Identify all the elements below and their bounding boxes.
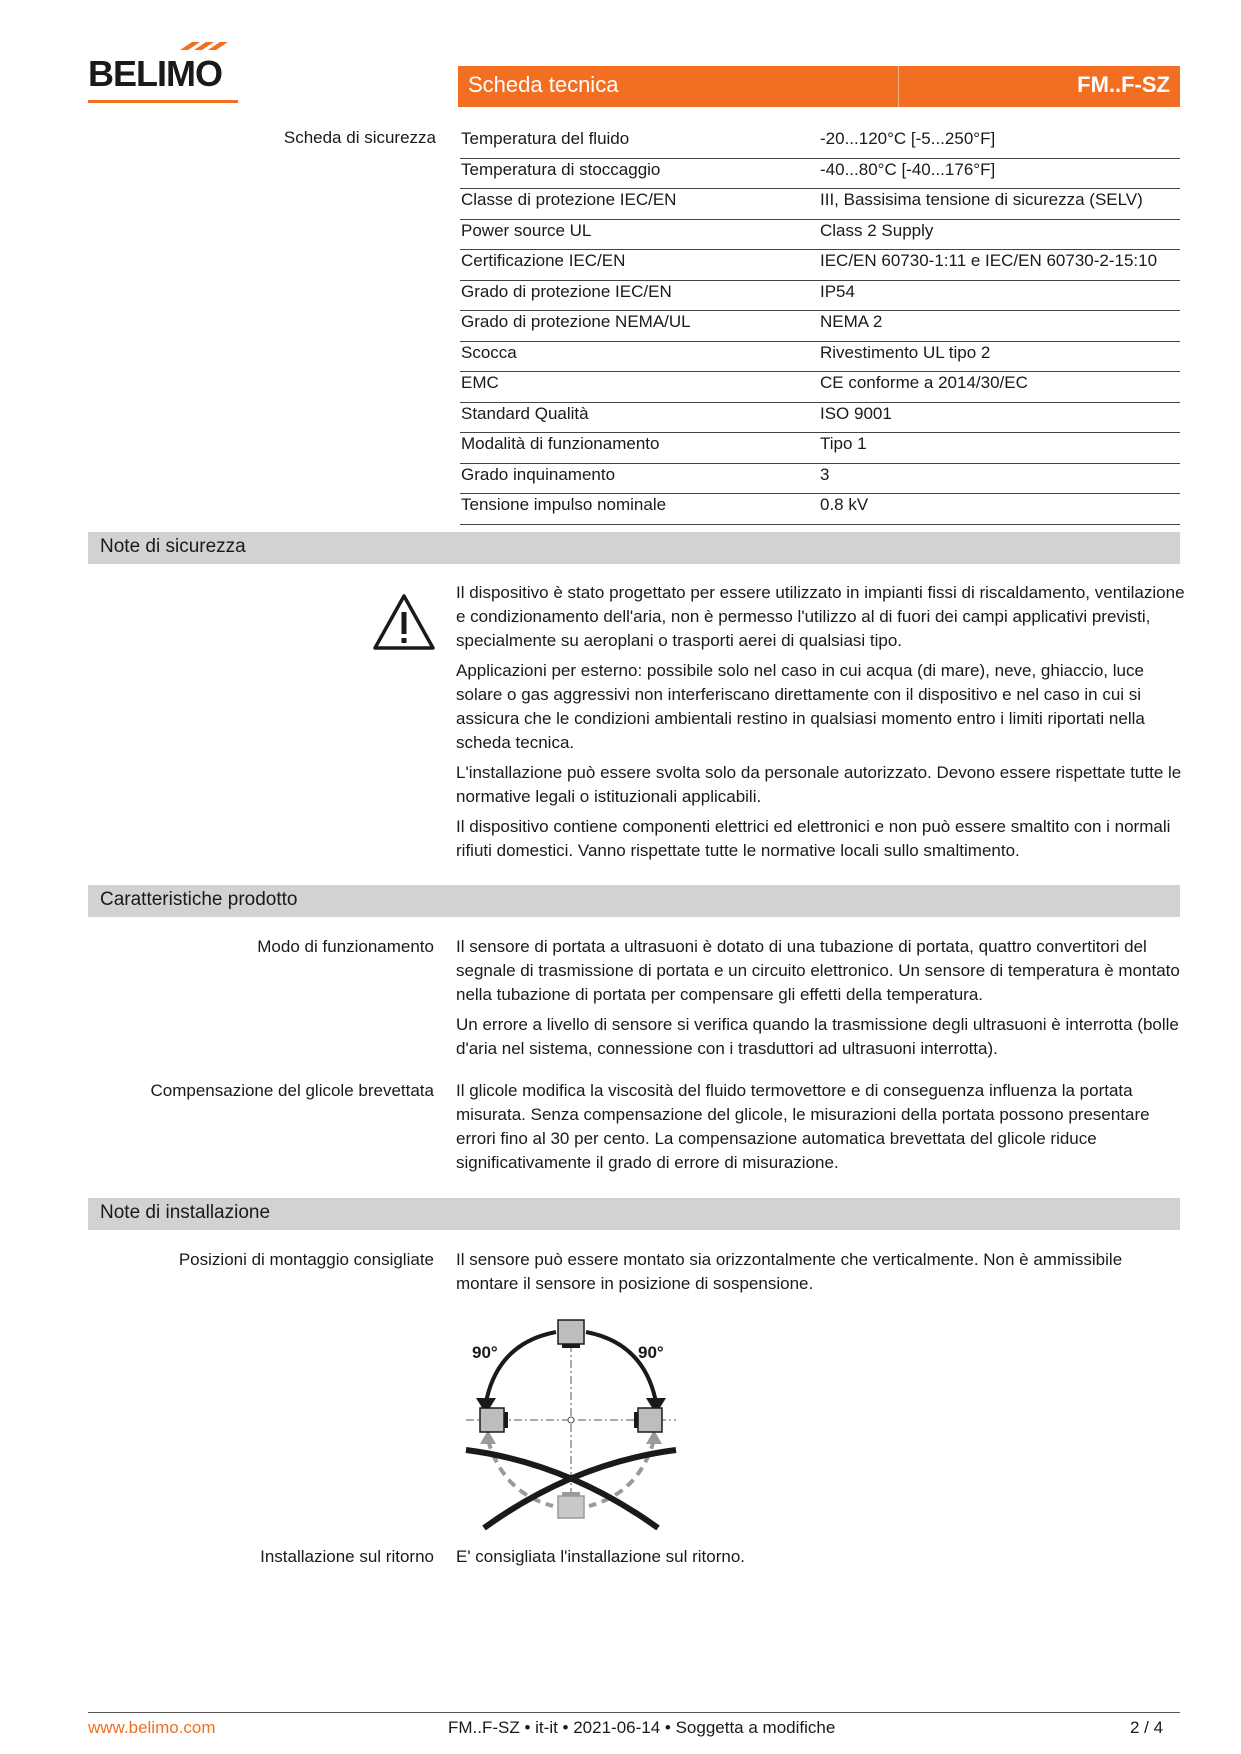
table-row: EMC CE conforme a 2014/30/EC — [460, 372, 1180, 403]
angle-label-left: 90° — [472, 1343, 498, 1362]
mode-text: Il sensore di portata a ultrasuoni è dotato di una tubazione di portata, quattro convertitori del segnale di trasmissione di portata e un circuito elettronico. Un sensore di temperatura è montato nella tubazione di portata per compensare gli effetti della temperatura. Un errore a livello di sensore si verifica quando la trasmissione degli ultrasuoni è interrotta (bolle d'aria nel sistema, connessione con i trasduttori ad ultrasuoni interrotta). — [456, 937, 1180, 1058]
mode-label: Modo di funzionamento — [257, 937, 434, 956]
section-header-product: Caratteristiche prodotto — [88, 885, 1180, 917]
angle-label-right: 90° — [638, 1343, 664, 1362]
mounting-positions-diagram — [458, 1318, 684, 1540]
document-title: Scheda tecnica — [468, 72, 619, 97]
table-row: Power source UL Class 2 Supply — [460, 220, 1180, 251]
section-header-install: Note di installazione — [88, 1198, 1180, 1230]
table-row: Grado inquinamento 3 — [460, 464, 1180, 495]
table-row: Tensione impulso nominale 0.8 kV — [460, 494, 1180, 525]
return-text: E' consigliata l'installazione sul ritorno. — [456, 1547, 746, 1566]
header-bar — [458, 66, 1180, 107]
table-row: Grado di protezione IEC/EN IP54 — [460, 281, 1180, 312]
belimo-logo — [88, 40, 248, 110]
page-number: 2 / 4 — [1130, 1718, 1164, 1737]
warning-icon — [372, 593, 436, 651]
table-row: Certificazione IEC/EN IEC/EN 60730-1:11 e IEC/EN 60730-2-15:10 — [460, 250, 1180, 281]
table-row: Temperatura di stoccaggio -40...80°C [-40...176°F] — [460, 159, 1180, 190]
safety-notes-text: Il dispositivo è stato progettato per essere utilizzato in impianti fissi di riscaldamento, ventilazione e condizionamento dell'aria, non è permesso l'utilizzo al di fuori dei campi applicativi previsti, specialmente su aeroplani o trasporti aerei di qualsiasi tipo. Applicazioni per esterno: possibile solo nel caso in cui acqua (di mare), neve, ghiaccio, luce solare o gas aggressivi non interferiscano direttamente con il dispositivo e nel caso in cui si assicura che le condizioni ambientali restino in qualsiasi momento entro i limiti riportati nella scheda tecnica. L'installazione può essere svolta solo da personale autorizzato. Devono essere rispettate tutte le normative legali o istituzionali applicabili. Il dispositivo contiene componenti elettrici ed elettronici e non può essere smaltito con i normali rifiuti domestici. Vanno rispettate tutte le normative locali sullo smaltimento. — [456, 583, 1185, 860]
footer-document-info: FM..F-SZ • it-it • 2021-06-14 • Soggetta a modifiche — [448, 1718, 836, 1737]
mount-text: Il sensore può essere montato sia orizzontalmente che verticalmente. Non è ammissibile montare il sensore in posizione di sospensione. — [456, 1250, 1123, 1293]
footer-divider — [88, 1712, 1180, 1713]
mount-label: Posizioni di montaggio consigliate — [178, 1250, 434, 1269]
return-label: Installazione sul ritorno — [260, 1547, 434, 1566]
svg-text:BELIMO: BELIMO — [88, 53, 222, 94]
table-row: Standard Qualità ISO 9001 — [460, 403, 1180, 434]
table-row: Modalità di funzionamento Tipo 1 — [460, 433, 1180, 464]
section-header-safety: Note di sicurezza — [88, 532, 1180, 564]
glycol-label: Compensazione del glicole brevettata — [150, 1081, 434, 1100]
table-row: Temperatura del fluido -20...120°C [-5...250°F] — [460, 128, 1180, 159]
spec-table — [460, 128, 1180, 525]
model-code: FM..F-SZ — [1077, 72, 1170, 97]
glycol-text: Il glicole modifica la viscosità del fluido termovettore e di conseguenza influenza la portata misurata. Senza compensazione del glicole, le misurazioni della portata possono presentare errori fino al 30 per cento. La compensazione automatica brevettata del glicole riduce significativamente il grado di errore di misurazione. — [456, 1081, 1150, 1172]
table-row: Grado di protezione NEMA/UL NEMA 2 — [460, 311, 1180, 342]
spec-section-label: Scheda di sicurezza — [283, 128, 436, 147]
footer-website-link[interactable]: www.belimo.com — [88, 1718, 216, 1737]
table-row: Classe di protezione IEC/EN III, Bassisima tensione di sicurezza (SELV) — [460, 189, 1180, 220]
table-row: Scocca Rivestimento UL tipo 2 — [460, 342, 1180, 373]
